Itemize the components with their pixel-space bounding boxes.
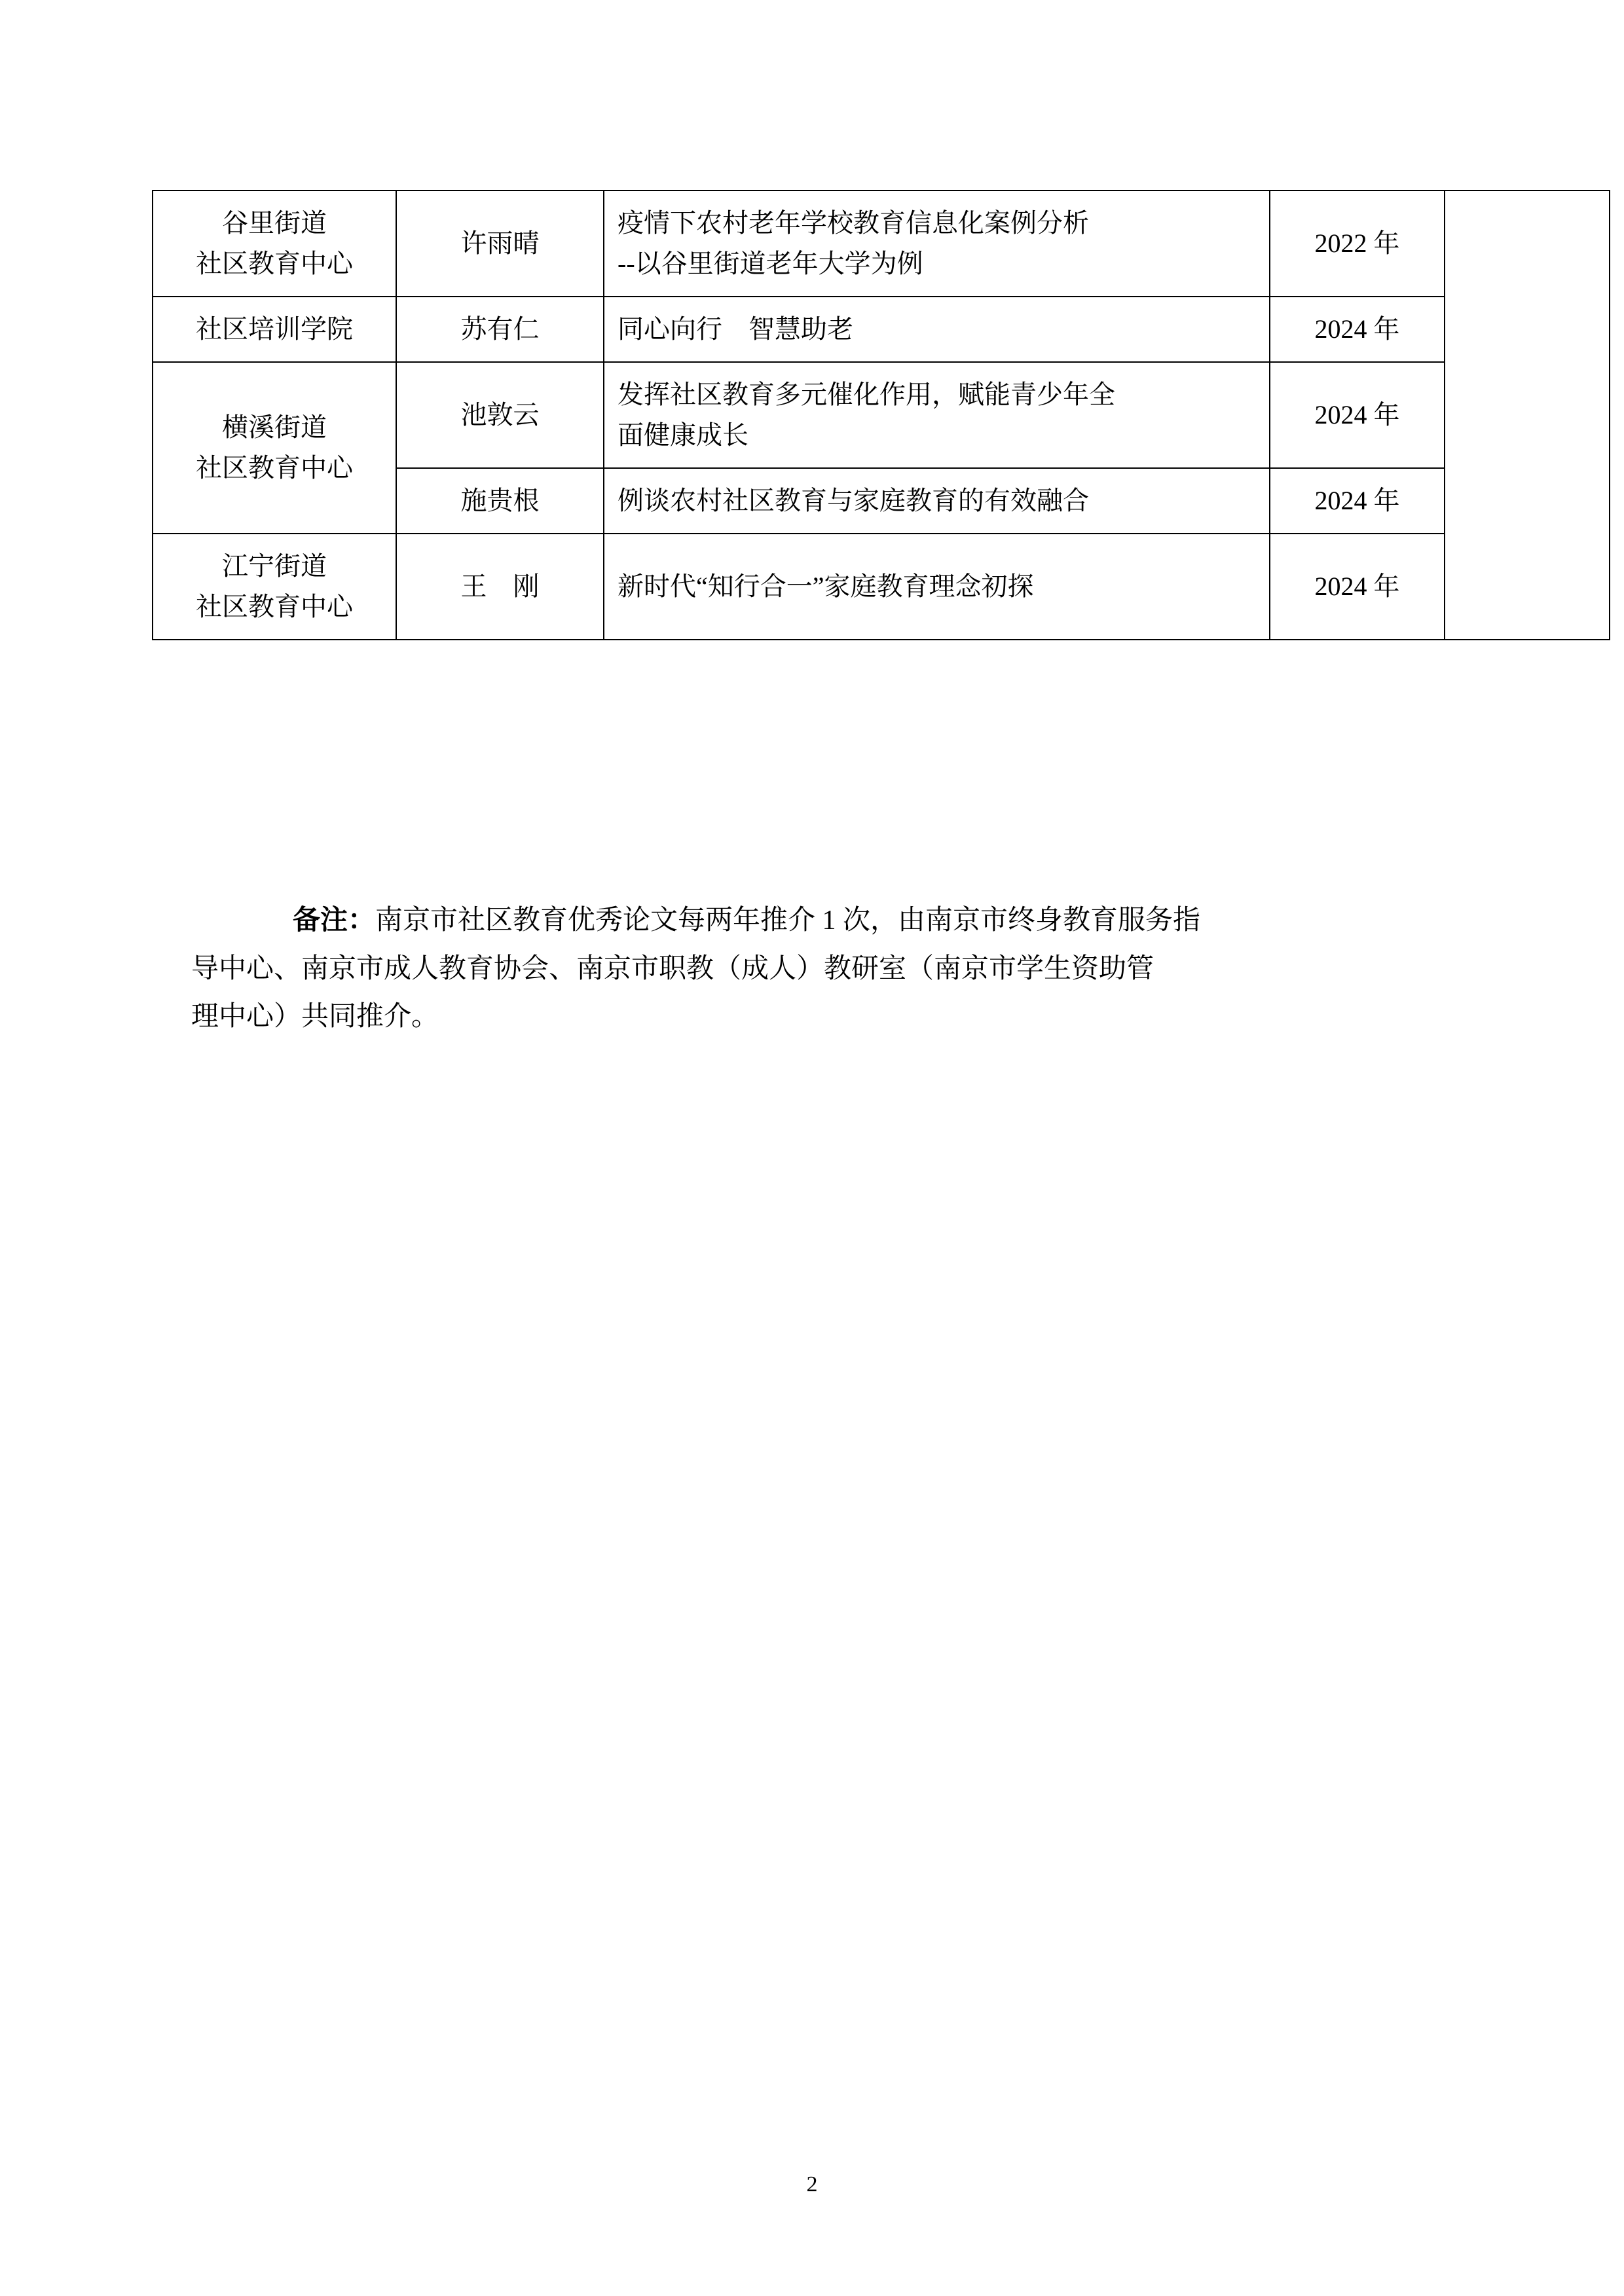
cell-organization — [153, 297, 396, 362]
cell-author: 施贵根 — [396, 468, 604, 534]
cell-title — [604, 362, 1270, 468]
org-line-2: 社区教育中心 — [196, 453, 353, 483]
note-line-3: 理中心）共同推介。 — [191, 1002, 439, 1032]
cell-organization — [153, 362, 396, 534]
cell-organization — [153, 191, 396, 297]
table-note — [152, 897, 1471, 1042]
org-line-2: 社区教育中心 — [196, 592, 353, 621]
cell-year: 2024 年 — [1270, 297, 1445, 362]
table-row — [153, 191, 1610, 297]
title-line-2: 面健康成长 — [618, 420, 748, 450]
title-line-1: 例谈农村社区教育与家庭教育的有效融合 — [618, 486, 1089, 515]
papers-table — [152, 190, 1610, 640]
org-line-1: 横溪街道 — [222, 412, 327, 442]
title-line-1: 疫情下农村老年学校教育信息化案例分析 — [618, 208, 1089, 238]
note-line-2: 导中心、南京市成人教育协会、南京市职教（成人）教研室（南京市学生资助管 — [191, 953, 1154, 984]
table-row — [153, 362, 1610, 468]
title-line-1: 同心向行 智慧助老 — [618, 314, 853, 344]
cell-year: 2024 年 — [1270, 468, 1445, 534]
cell-organization — [153, 534, 396, 640]
note-line-1 — [152, 897, 1471, 945]
title-line-1: 新时代“知行合一”家庭教育理念初探 — [618, 572, 1034, 601]
org-line-2: 社区教育中心 — [196, 249, 353, 278]
cell-year: 2024 年 — [1270, 362, 1445, 468]
cell-year: 2022 年 — [1270, 191, 1445, 297]
org-line-1: 社区培训学院 — [196, 314, 353, 344]
cell-title — [604, 297, 1270, 362]
cell-title — [604, 468, 1270, 534]
org-line-1: 谷里街道 — [222, 208, 327, 238]
table-row — [153, 534, 1610, 640]
note-label: 备注： — [293, 905, 376, 936]
cell-author: 许雨晴 — [396, 191, 604, 297]
title-line-1: 发挥社区教育多元催化作用，赋能青少年全 — [618, 380, 1115, 409]
cell-author: 池敦云 — [396, 362, 604, 468]
cell-title — [604, 191, 1270, 297]
table-row — [153, 297, 1610, 362]
note-text-1: 南京市社区教育优秀论文每两年推介 1 次，由南京市终身教育服务指 — [375, 905, 1201, 936]
cell-year: 2024 年 — [1270, 534, 1445, 640]
org-line-1: 江宁街道 — [222, 551, 327, 581]
cell-author: 王 刚 — [396, 534, 604, 640]
page-number: 2 — [806, 2172, 818, 2196]
cell-author: 苏有仁 — [396, 297, 604, 362]
title-line-2: --以谷里街道老年大学为例 — [618, 249, 923, 278]
cell-extra-column — [1445, 191, 1610, 640]
cell-title — [604, 534, 1270, 640]
